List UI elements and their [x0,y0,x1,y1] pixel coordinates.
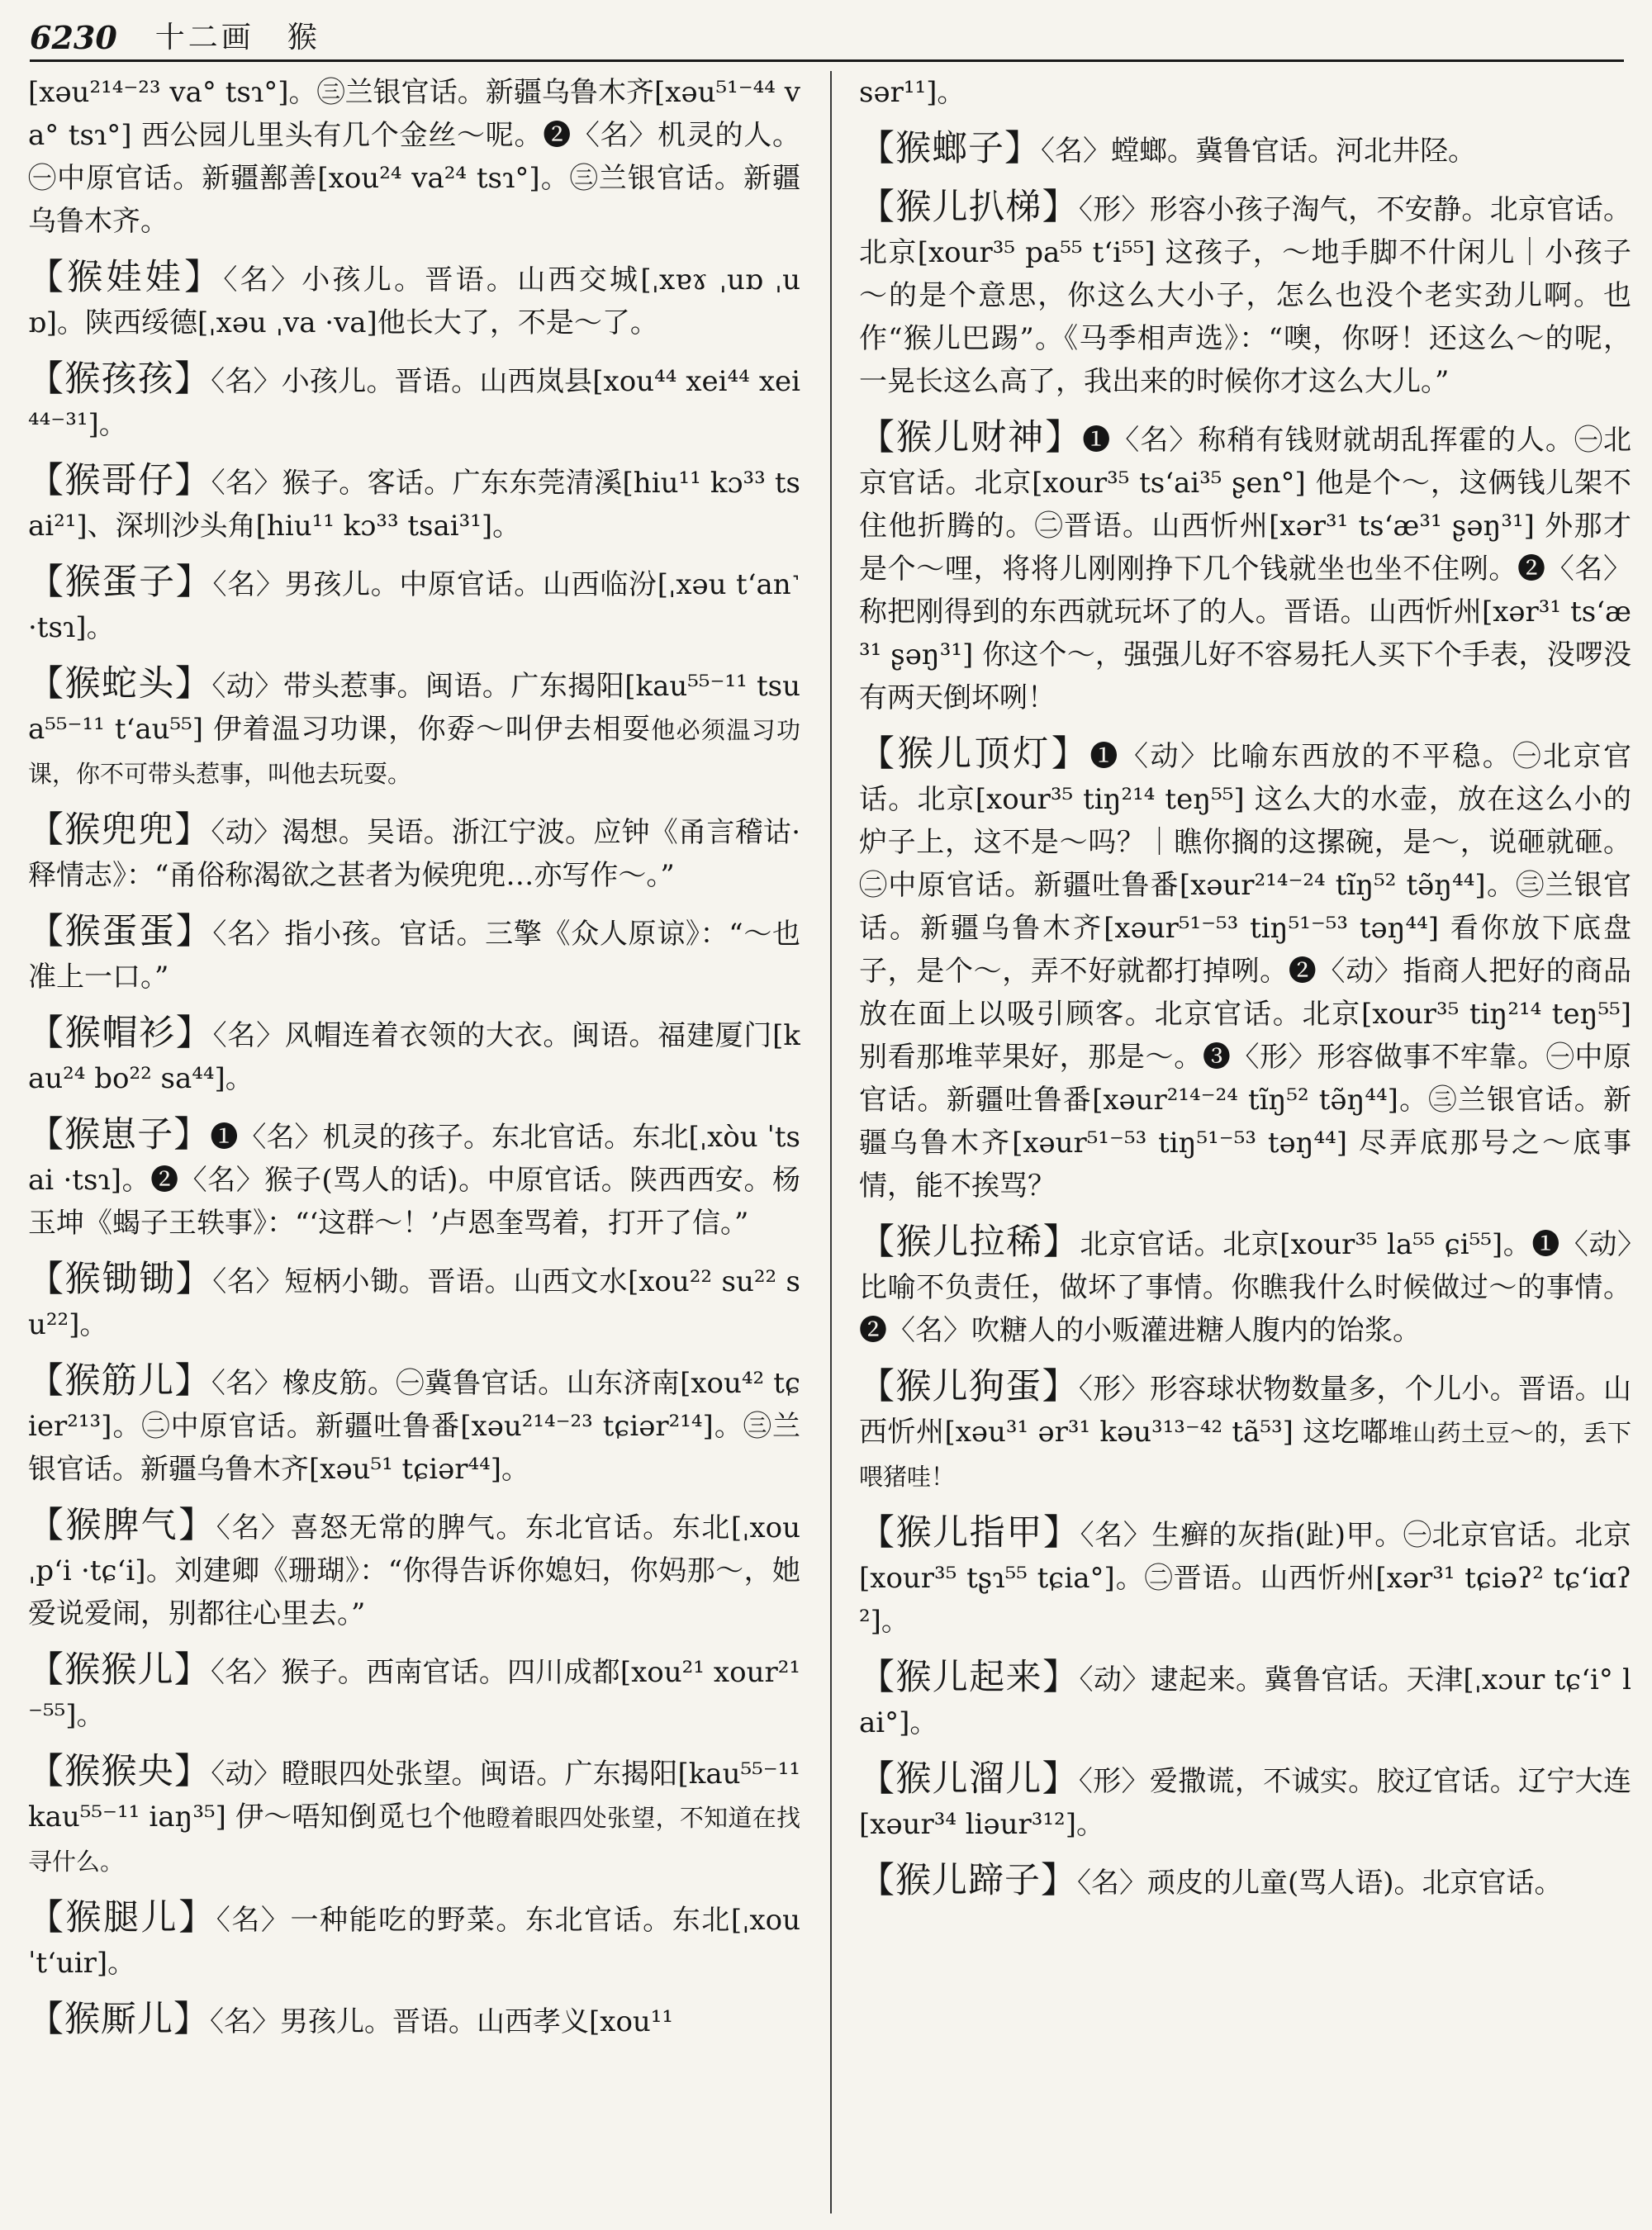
dictionary-entry [28,358,800,446]
entry-headword: 【猴娃娃】 [28,257,224,298]
dictionary-entry [28,561,800,649]
page-title: 十二画 猴 [154,21,320,55]
entry-headword: 【猴蛋子】 [28,562,213,603]
entry-headword: 【猴儿拉稀】 [859,1222,1080,1263]
dictionary-entry [28,256,800,344]
entry-definition: 〈动〉带头惹事。闽语。广东揭阳[kau⁵⁵⁻¹¹ tsua⁵⁵⁻¹¹ t‘au⁵⁵] 伊着温习功课，你孬～叫伊去相耍 [28,670,800,746]
entry-headword: 【猴儿指甲】 [859,1512,1080,1554]
entry-headword: 【猴帽衫】 [28,1013,213,1054]
entry-headword: 【猴孩孩】 [28,358,211,400]
right-column [859,71,1631,2213]
entry-definition: 〈名〉小孩儿。晋语。山西交城[ˌxɐɤ ˌuɒ ˌuɒ]。陕西绥德[ˌxəu ˌva ·va]他长大了，不是～了。 [28,263,800,339]
entry-definition: 〈名〉喜怒无常的脾气。东北官话。东北[ˌxou ˌp‘i ·tɕ‘i]。刘建卿《珊瑚》：“你得告诉你媳妇，你妈那～，她爱说爱闹，别都往心里去。” [28,1511,800,1630]
entry-headword: 【猴厮儿】 [28,1999,210,2040]
dictionary-entry [28,1113,800,1245]
entry-definition: ❶〈名〉机灵的孩子。东北官话。东北[ˌxòu ˈtsai ·tsɿ]。❷〈名〉猴子(骂人的话)。中原官话。陕西西安。杨玉坤《蝎子王轶事》：“‘这群～！’卢恩奎骂着，打开了信。” [28,1121,800,1240]
dictionary-entry [28,1649,800,1737]
entry-definition: 〈名〉指小孩。官话。三擎《众人原谅》：“～也准上一口。” [28,918,800,994]
entry-definition: ❶〈名〉称稍有钱财就胡乱挥霍的人。㊀北京官话。北京[xour³⁵ ts‘ai³⁵ ʂen°] 他是个～，这俩钱儿架不住他折腾的。㊁晋语。山西忻州[xər³¹ ts‘æ³¹ ʂəŋ³¹] 外那才是个～哩，将将儿刚刚挣下几个钱就坐也坐不住咧。❷〈名〉称把刚得到的东西就玩坏了的人。晋语。山西忻州[xər³¹ ts‘æ³¹ ʂəŋ³¹] 你这个～，强强儿好不容易托人买下个手表，没啰没有两天倒坏咧！ [859,424,1631,714]
entry-headword: 【猴蛋蛋】 [28,911,213,952]
page-header [30,13,1624,62]
entry-definition: 〈名〉橡皮筋。㊀冀鲁官话。山东济南[xou⁴² tɕier²¹³]。㊁中原官话。新疆吐鲁番[xəu²¹⁴⁻²³ tɕiər²¹⁴]。㊂兰银官话。新疆乌鲁木齐[xəu⁵¹ tɕiər⁴⁴]。 [28,1367,800,1486]
entry-definition: ❶〈动〉比喻东西放的不平稳。㊀北京官话。北京[xour³⁵ tiŋ²¹⁴ teŋ⁵⁵] 这么大的水壶，放在这么小的炉子上，这不是～吗？｜瞧你搁的这摞碗，是～，说砸就砸。㊁中原官话。新疆吐鲁番[xəur²¹⁴⁻²⁴ tĩŋ⁵² tə̃ŋ⁴⁴]。㊂兰银官话。新疆乌鲁木齐[xəur⁵¹⁻⁵³ tiŋ⁵¹⁻⁵³ təŋ⁴⁴] 看你放下底盘子，是个～，弄不好就都打掉咧。❷〈动〉指商人把好的商品放在面上以吸引顾客。北京官话。北京[xour³⁵ tiŋ²¹⁴ teŋ⁵⁵] 别看那堆苹果好，那是～。❸〈形〉形容做事不牢靠。㊀中原官话。新疆吐鲁番[xəur²¹⁴⁻²⁴ tĩŋ⁵² tə̃ŋ⁴⁴]。㊂兰银官话。新疆乌鲁木齐[xəur⁵¹⁻⁵³ tiŋ⁵¹⁻⁵³ təŋ⁴⁴] 尽弄底那号之～底事情，能不挨骂？ [859,740,1631,1203]
dictionary-entry [28,809,800,897]
entry-headword: 【猴儿扒梯】 [859,187,1079,228]
entry-definition: 〈名〉猴子。客话。广东东莞清溪[hiu¹¹ kɔ³³ tsai²¹]、深圳沙头角[hiu¹¹ kɔ³³ tsai³¹]。 [28,467,800,543]
entry-definition: 〈名〉风帽连着衣领的大衣。闽语。福建厦门[kau²⁴ bo²² sa⁴⁴]。 [28,1019,800,1095]
dictionary-entry [28,662,800,795]
dictionary-entry [28,1750,800,1883]
dictionary-entry [859,1656,1631,1744]
entry-definition: 〈名〉男孩儿。中原官话。山西临汾[ˌxəu t‘an˺ ·tsɿ]。 [28,568,800,644]
entry-definition: 北京官话。北京[xour³⁵ la⁵⁵ ɕi⁵⁵]。❶〈动〉比喻不负责任，做坏了事情。你瞧我什么时候做过～的事情。❷〈名〉吹糖人的小贩灌进糖人腹内的饴浆。 [859,1228,1631,1347]
entry-definition: 〈动〉瞪眼四处张望。闽语。广东揭阳[kau⁵⁵⁻¹¹ kau⁵⁵⁻¹¹ iaŋ³⁵] 伊～唔知倒觅乜个 [28,1758,800,1834]
page-number: 6230 [30,19,117,56]
dictionary-entry [859,1365,1631,1498]
entry-headword: 【猴兜兜】 [28,809,211,851]
dictionary-entry [28,1998,800,2043]
dictionary-entry [28,1258,800,1346]
entry-headword: 【猴儿顶灯】 [859,733,1090,775]
dictionary-entry [859,1758,1631,1846]
dictionary-entry [859,186,1631,403]
entry-headword: 【猴锄锄】 [28,1259,213,1300]
dictionary-entry [859,416,1631,719]
dictionary-entry [28,1359,800,1491]
entry-headword: 【猴螂子】 [859,128,1041,169]
entry-headword: 【猴筋儿】 [28,1360,211,1402]
entry-headword: 【猴猴央】 [28,1751,211,1792]
entry-gloss: 他必须温习功课，你不可带头惹事，叫他去玩耍。 [28,716,800,788]
entry-definition: 〈动〉渴想。吴语。浙江宁波。应钟《甬言稽诂·释情志》：“甬俗称渴欲之甚者为候兜兜…亦写作～。” [28,816,800,892]
entry-definition: 〈名〉螳螂。冀鲁官话。河北井陉。 [1041,135,1476,168]
entry-definition: 〈名〉顽皮的儿童(骂人语)。北京官话。 [1077,1867,1563,1900]
entry-headword: 【猴儿蹄子】 [859,1860,1077,1901]
entry-headword: 【猴儿财神】 [859,417,1083,458]
entry-headword: 【猴蛇头】 [28,663,212,705]
entry-gloss: 他瞪着眼四处张望，不知道在找寻什么。 [28,1804,800,1876]
entry-gloss: 堆山药土豆～的，丢下喂猪哇！ [859,1419,1631,1491]
entry-definition: 〈名〉短柄小锄。晋语。山西文水[xou²² su²² su²²]。 [28,1265,800,1341]
entry-headword: 【猴脾气】 [28,1505,216,1546]
entry-definition: 〈名〉猴子。西南官话。四川成都[xou²¹ xour²¹⁻⁵⁵]。 [28,1656,800,1732]
left-column [28,71,800,2213]
dictionary-entry [28,1504,800,1635]
entry-definition: 〈动〉逮起来。冀鲁官话。天津[ˌxɔur tɕ‘i° lai°]。 [859,1663,1631,1739]
entry-headword: 【猴猴儿】 [28,1649,211,1691]
dictionary-entry [859,733,1631,1208]
entry-definition: 〈形〉形容球状物数量多，个儿小。晋语。山西忻州[xəu³¹ ər³¹ kəu³¹³⁻⁴² tã⁵³] 这圪嘟 [859,1373,1631,1449]
entry-definition: 〈形〉形容小孩子淘气，不安静。北京官话。北京[xour³⁵ pa⁵⁵ t‘i⁵⁵] 这孩子，～地手脚不什闲儿｜小孩子～的是个意思，你这么大小子，怎么也没个老实劲儿啊。也作“猴儿巴踢”。《马季相声选》：“噢，你呀！还这么～的呢，一晃长这么高了，我出来的时候你才这么大儿。” [859,193,1631,398]
entry-definition: 〈名〉小孩儿。晋语。山西岚县[xou⁴⁴ xei⁴⁴ xei⁴⁴⁻³¹]。 [28,365,800,441]
entry-headword: 【猴崽子】 [28,1114,211,1155]
dictionary-entry [28,71,800,243]
entry-definition: 〈形〉爱撒谎，不诚实。胶辽官话。辽宁大连[xəur³⁴ liəur³¹²]。 [859,1765,1631,1841]
entry-headword: 【猴儿溜儿】 [859,1758,1079,1800]
dictionary-entry [859,71,1631,114]
dictionary-entry [859,127,1631,173]
dictionary-entry [859,1859,1631,1905]
dictionary-entry [28,1012,800,1100]
entry-headword: 【猴儿狗蛋】 [859,1366,1079,1407]
entry-headword: 【猴腿儿】 [28,1897,216,1938]
entry-definition: 〈名〉男孩儿。晋语。山西孝义[xou¹¹ [210,2005,674,2038]
dictionary-entry [859,1511,1631,1643]
dictionary-entry [859,1221,1631,1352]
dictionary-entry [28,910,800,999]
entry-headword: 【猴儿起来】 [859,1657,1080,1698]
column-divider [830,71,832,2213]
entry-definition: sər¹¹]。 [859,76,966,109]
entry-definition: 〈名〉一种能吃的野菜。东北官话。东北[ˌxou ˈt‘uir]。 [28,1904,800,1980]
entry-definition: [xəu²¹⁴⁻²³ va° tsɿ°]。㊂兰银官话。新疆乌鲁木齐[xəu⁵¹⁻⁴⁴ va° tsɿ°] 西公园儿里头有几个金丝～呢。❷〈名〉机灵的人。㊀中原官话。新疆鄯善[xou²⁴ va²⁴ tsɿ°]。㊂兰银官话。新疆乌鲁木齐。 [28,76,800,238]
dictionary-entry [28,459,800,548]
entry-headword: 【猴哥仔】 [28,460,211,501]
entry-definition: 〈名〉生癣的灰指(趾)甲。㊀北京官话。北京[xour³⁵ tʂɿ⁵⁵ tɕia°]。㊁晋语。山西忻州[xər³¹ tɕiəʔ² tɕ‘iɑʔ²]。 [859,1519,1631,1638]
dictionary-entry [28,1896,800,1985]
